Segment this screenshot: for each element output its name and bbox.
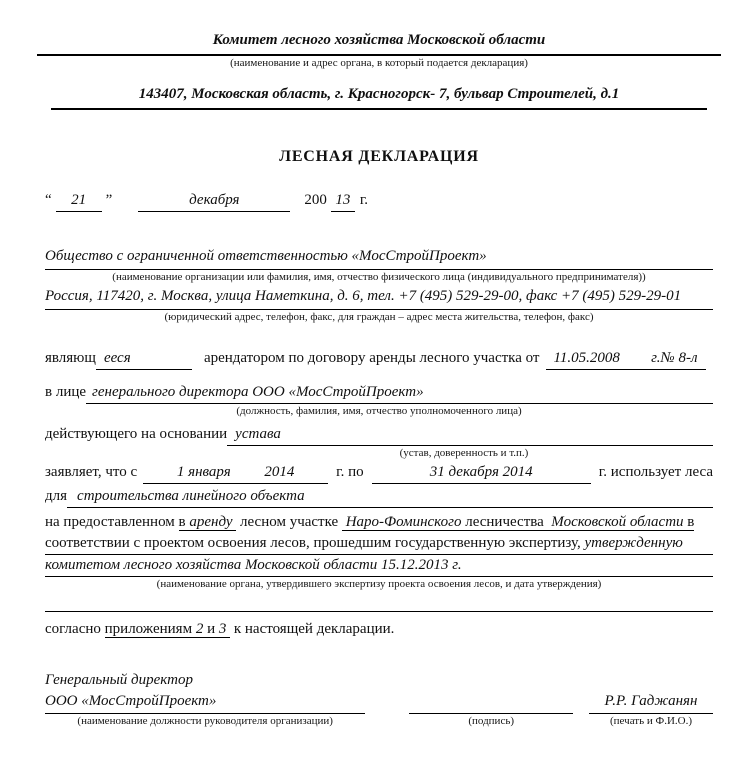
plot-forestry-word: лесничества (465, 514, 544, 530)
plot-line-2 (45, 533, 713, 555)
period-start-field (143, 462, 328, 484)
lease-contract-date: 11.05.2008 (553, 350, 620, 366)
period-start-year: 2014 (264, 464, 295, 480)
signature-sign-column (409, 695, 573, 728)
declarant-name-caption: (наименование организации или фамилия, имя, отчество физического лица (индивидуального предпринимателя)) (112, 271, 646, 283)
plot-text-v: в (687, 514, 695, 530)
header-org-caption: (наименование и адрес органа, в который подается декларация) (230, 57, 528, 69)
annexes-prefix: согласно (45, 621, 101, 637)
date-day-field: 21 (56, 190, 102, 212)
lease-prefix: являющ (45, 350, 96, 366)
period-prefix: заявляет, что с (45, 464, 138, 480)
period-start-date: 1 января (176, 464, 231, 480)
header-address: 143407, Московская область, г. Красногорск- 7, бульвар Строителей, д.1 (138, 86, 620, 102)
close-quote: ” (105, 192, 113, 208)
date-year-field: 13 (331, 190, 355, 212)
declarant-address: Россия, 117420, г. Москва, улица Наметкина, д. 6, тел. +7 (495) 529-29-00, факс +7 (495) 529-29-01 (45, 288, 682, 304)
signature-fio-caption: (печать и Ф.И.О.) (610, 715, 692, 727)
plot-forestry-name: Наро-Фоминского (345, 514, 462, 530)
signature-sign-caption: (подпись) (468, 715, 515, 727)
signature-position-line2: ООО «МосСтройПроект» (45, 691, 365, 714)
annexes-conjunction: и (207, 621, 216, 637)
open-quote: “ (45, 192, 52, 208)
annexes-number-2: 3 (218, 621, 227, 637)
basis-caption: (устав, доверенность и т.п.) (399, 447, 529, 459)
period-end-field: 31 декабря 2014 (372, 462, 591, 484)
lease-line (45, 348, 713, 370)
purpose-line (45, 486, 713, 508)
plot-line-1 (45, 512, 713, 533)
date-month-field: декабря (138, 190, 290, 212)
lease-contract-number: г.№ 8-л (651, 350, 698, 366)
header-address-line (51, 84, 707, 110)
lease-text: арендатором по договору аренды лесного участка от (203, 350, 540, 366)
annexes-suffix: к настоящей декларации. (233, 621, 395, 637)
lease-ending-field: ееся (96, 348, 192, 370)
annexes-line (45, 619, 713, 640)
signature-name-column (589, 691, 713, 728)
period-mid: г. по (336, 464, 364, 480)
plot-expertise-text: соответствии с проектом освоения лесов, прошедшим государственную экспертизу, (45, 535, 581, 551)
annexes-field (105, 621, 230, 638)
period-line (45, 462, 713, 484)
plot-caption: (наименование органа, утвердившего экспертизу проекта освоения лесов, и дата утверждения) (156, 578, 602, 590)
header-org-name: Комитет лесного хозяйства Московской области (212, 32, 546, 48)
basis-value: устава (227, 424, 713, 446)
plot-text-plot: лесном участке (240, 514, 339, 530)
declarant-name-line (45, 246, 713, 270)
plot-line-3: комитетом лесного хозяйства Московской области 15.12.2013 г. (45, 555, 713, 577)
signature-block (45, 670, 713, 728)
plot-forestry-field (342, 514, 694, 531)
signature-position-caption: (наименование должности руководителя организации) (77, 715, 333, 727)
document-title: ЛЕСНАЯ ДЕКЛАРАЦИЯ (279, 148, 479, 165)
representative-value: генерального директора ООО «МосСтройПроект» (86, 382, 713, 404)
plot-lease-type: аренду (189, 514, 233, 530)
basis-line (45, 424, 713, 446)
plot-paragraph (45, 512, 713, 612)
representative-caption: (должность, фамилия, имя, отчество уполномоченного лица) (236, 405, 522, 417)
period-suffix: г. использует леса (598, 464, 713, 480)
signature-sign-blank (409, 695, 573, 714)
declarant-address-line (45, 286, 713, 310)
date-line (45, 190, 713, 212)
declarant-name: Общество с ограниченной ответственностью «МосСтройПроект» (45, 248, 487, 264)
signature-position-line1: Генеральный директор (45, 672, 193, 688)
blank-rule (45, 597, 713, 612)
plot-text-granted: на предоставленном (45, 514, 175, 530)
declarant-address-caption: (юридический адрес, телефон, факс, для граждан – адрес места жительства, телефон, факс) (164, 311, 594, 323)
signature-position-column (45, 670, 365, 728)
annexes-word: приложениям (104, 621, 193, 637)
representative-prefix: в лице (45, 384, 87, 400)
basis-prefix: действующего на основании (45, 426, 228, 442)
purpose-prefix: для (45, 488, 68, 504)
signature-fio: Р.Р. Гаджанян (589, 691, 713, 714)
representative-line (45, 382, 713, 404)
lease-contract-field (546, 348, 706, 370)
date-century: 200 (304, 192, 327, 208)
plot-approved-word: утвержденную (584, 535, 683, 551)
plot-in-word: в (178, 514, 186, 530)
plot-lease-type-field (179, 514, 237, 531)
date-year-suffix: г. (359, 192, 369, 208)
purpose-value: строительства линейного объекта (67, 486, 713, 508)
header-org-line (37, 30, 721, 56)
plot-region-name: Московской области (551, 514, 684, 530)
annexes-number-1: 2 (195, 621, 204, 637)
